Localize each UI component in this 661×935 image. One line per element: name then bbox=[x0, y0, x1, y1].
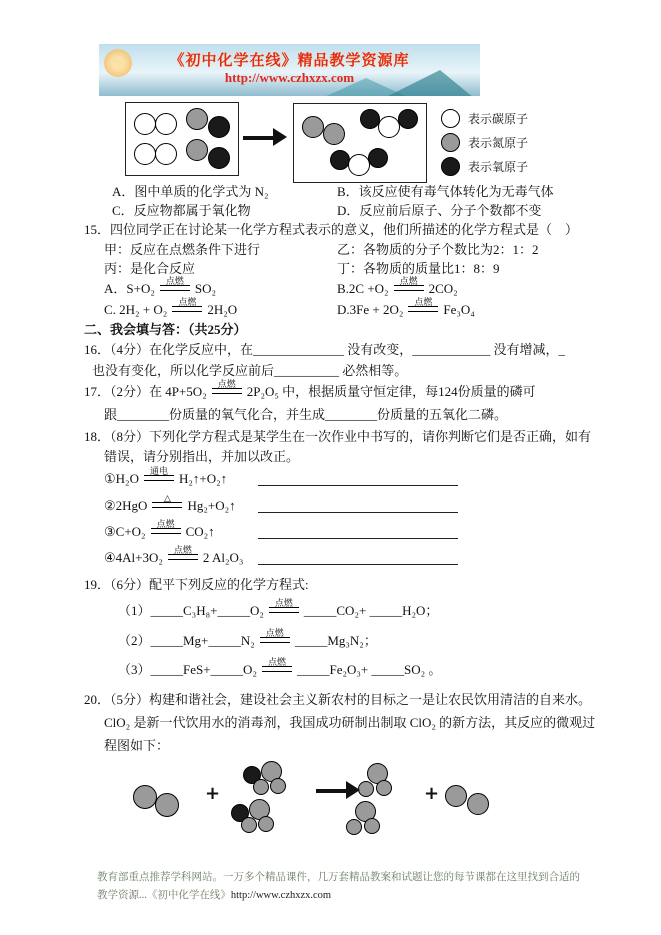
oxygen-atom bbox=[376, 780, 392, 796]
equation-reactants: ③C+O₂ bbox=[104, 524, 146, 539]
q14-option-d: D．反应前后原子、分子个数都不变 bbox=[337, 203, 542, 218]
arrow-shaft bbox=[243, 136, 275, 140]
nitrogen-atom bbox=[186, 108, 208, 130]
chlorine-atom bbox=[133, 785, 157, 809]
oxygen-atom bbox=[346, 819, 362, 835]
chlorine-atom bbox=[467, 793, 489, 815]
q20-line-3: 程图如下： bbox=[104, 738, 170, 753]
nitrogen-atom-icon bbox=[441, 133, 460, 152]
legend-label: 表示氧原子 bbox=[468, 159, 529, 174]
q18-equation-3 bbox=[104, 519, 584, 545]
q15-view-bing: 丙：是化合反应 bbox=[104, 261, 196, 276]
q18-equation-4 bbox=[104, 545, 584, 571]
correction-blank bbox=[258, 564, 458, 565]
oxygen-atom bbox=[208, 116, 230, 138]
arrow-head bbox=[346, 781, 360, 799]
reactant-molecules-box bbox=[125, 102, 239, 176]
ignite-condition bbox=[269, 598, 299, 613]
equation-products: _____Fe₂O₃+ _____SO₂ 。 bbox=[296, 662, 442, 677]
q15-option-a bbox=[104, 276, 217, 302]
section-2-title: 二、我会填与答：（共25分） bbox=[84, 322, 247, 337]
q20-line-1: 20．（5分）构建和谐社会，建设社会主义新农村的目标之一是让农民饮用清洁的自来水。 bbox=[84, 692, 592, 707]
condition-label: 点燃 bbox=[414, 297, 433, 307]
ignite-condition bbox=[151, 519, 181, 534]
condition-label: 点燃 bbox=[217, 379, 236, 389]
arrow-shaft bbox=[316, 789, 348, 793]
ignite-condition bbox=[168, 545, 198, 560]
q14-option-c: C．反应物都属于氧化物 bbox=[112, 203, 251, 218]
condition-label: 点燃 bbox=[274, 598, 293, 608]
carbon-atom bbox=[134, 113, 156, 135]
q15-option-b bbox=[337, 276, 458, 302]
q19-equation-3 bbox=[118, 657, 442, 683]
electrolysis-condition bbox=[144, 466, 174, 481]
q14-option-a: A．图中单质的化学式为 N₂ bbox=[112, 184, 269, 199]
nitrogen-atom bbox=[323, 123, 345, 145]
q17-text-post: 2P₂O₅ 中，根据质量守恒定律，每124份质量的磷可 bbox=[246, 384, 536, 399]
correction-blank bbox=[258, 485, 458, 486]
legend-item bbox=[441, 106, 528, 130]
q18-equation-1 bbox=[104, 466, 584, 492]
ignite-condition bbox=[260, 628, 290, 643]
legend-label: 表示碳原子 bbox=[468, 111, 529, 126]
ignite-condition bbox=[212, 379, 242, 394]
legend-item bbox=[441, 154, 528, 178]
legend-label: 表示氮原子 bbox=[468, 135, 529, 150]
condition-label: 点燃 bbox=[265, 628, 284, 638]
q15-view-jia: 甲：反应在点燃条件下进行 bbox=[104, 242, 261, 257]
carbon-atom bbox=[134, 143, 156, 165]
equation-reactants: A．S+O₂ bbox=[104, 281, 155, 296]
q18-stem-2: 错误，请分别指出，并加以改正。 bbox=[104, 449, 300, 464]
q18-equation-2 bbox=[104, 493, 584, 519]
chlorine-atom bbox=[445, 785, 467, 807]
equation-reactants: ④4Al+3O₂ bbox=[104, 550, 163, 565]
equation-products: Hg₂+O₂↑ bbox=[187, 498, 236, 513]
oxygen-atom bbox=[398, 109, 418, 129]
carbon-atom bbox=[348, 154, 370, 176]
oxygen-atom-icon bbox=[441, 157, 460, 176]
q19-equation-1 bbox=[118, 598, 439, 624]
oxygen-atom bbox=[330, 150, 350, 170]
ignite-condition bbox=[262, 657, 292, 672]
correction-blank bbox=[258, 538, 458, 539]
equation-products: 2H₂O bbox=[207, 302, 238, 317]
heat-condition bbox=[152, 493, 182, 508]
carbon-atom-icon bbox=[441, 109, 460, 128]
oxygen-atom bbox=[364, 818, 380, 834]
banner-title: 《初中化学在线》精品教学资源库 bbox=[169, 53, 410, 69]
q16-line-2: 也没有变化，所以化学反应前后__________ 必然相等。 bbox=[92, 363, 408, 378]
condition-label: 点燃 bbox=[399, 276, 418, 286]
q20-line-2: ClO₂ 是新一代饮用水的消毒剂，我国成功研制出制取 ClO₂ 的新方法，其反应的微观过 bbox=[104, 715, 596, 730]
equation-reactants: D.3Fe + 2O₂ bbox=[337, 302, 404, 317]
oxygen-atom bbox=[360, 109, 380, 129]
equation-products: SO₂ bbox=[194, 281, 217, 296]
condition-label: 点燃 bbox=[165, 276, 184, 286]
carbon-atom bbox=[155, 143, 177, 165]
arrow-head bbox=[273, 128, 287, 146]
oxygen-atom bbox=[270, 778, 286, 794]
footer-text: 教学资源...《初中化学在线》 bbox=[97, 890, 231, 901]
condition-label: 点燃 bbox=[267, 657, 286, 667]
equation-reactants: B.2C +O₂ bbox=[337, 281, 389, 296]
q15-view-yi: 乙：各物质的分子个数比为2：1：2 bbox=[337, 242, 539, 257]
ignite-condition bbox=[160, 276, 190, 291]
q14-option-b: B．该反应使有毒气体转化为无毒气体 bbox=[337, 184, 554, 199]
equation-products: Fe₃O₄ bbox=[443, 302, 475, 317]
q17-text-pre: 17．（2分）在 4P+5O₂ bbox=[84, 384, 207, 399]
ignite-condition bbox=[172, 297, 202, 312]
equation-reactants: ②2HgO bbox=[104, 498, 148, 513]
product-molecules-box bbox=[293, 103, 427, 183]
equation-reactants: （1）_____C₃H₈+_____O₂ bbox=[118, 603, 264, 618]
equation-products: 2 Al₂O₃ bbox=[202, 550, 244, 565]
q16-line-1: 16．（4分）在化学反应中，在______________ 没有改变，____________ 没有增减，_ bbox=[84, 342, 566, 357]
oxygen-atom bbox=[241, 817, 257, 833]
equation-reactants: ①H₂O bbox=[104, 471, 139, 486]
nitrogen-atom bbox=[302, 116, 324, 138]
atom-legend bbox=[441, 106, 528, 178]
site-banner bbox=[99, 44, 480, 96]
q15-option-c bbox=[104, 297, 238, 323]
condition-label: 点燃 bbox=[173, 545, 192, 555]
reaction-arrow bbox=[243, 128, 289, 148]
condition-label: 点燃 bbox=[178, 297, 197, 307]
equation-reactants: C. 2H₂ + O₂ bbox=[104, 302, 168, 317]
equation-products: 2CO₂ bbox=[428, 281, 458, 296]
correction-blank bbox=[258, 512, 458, 513]
ignite-condition bbox=[394, 276, 424, 291]
condition-label: △ bbox=[163, 493, 171, 503]
equation-reactants: （3）_____FeS+_____O₂ bbox=[118, 662, 257, 677]
plus-sign: + bbox=[205, 783, 221, 804]
q17-line-2: 跟________份质量的氧气化合，并生成________份质量的五氧化二磷。 bbox=[104, 407, 508, 422]
oxygen-atom bbox=[208, 147, 230, 169]
oxygen-atom bbox=[368, 148, 388, 168]
q15-option-d bbox=[337, 297, 475, 323]
equation-products: _____Mg₃N₂； bbox=[294, 633, 377, 648]
legend-item bbox=[441, 130, 528, 154]
footer-line-1: 教育部重点推荐学科网站。一万多个精品课件，几万套精品教案和试题让您的每节课都在这里找到合适的 bbox=[97, 872, 580, 883]
q15-stem: 15．四位同学正在讨论某一化学方程式表示的意义，他们所描述的化学方程式是（ ） bbox=[84, 222, 579, 237]
equation-reactants: （2）_____Mg+_____N₂ bbox=[118, 633, 255, 648]
q19-equation-2 bbox=[118, 628, 377, 654]
carbon-atom bbox=[155, 113, 177, 135]
q15-view-ding: 丁：各物质的质量比1：8：9 bbox=[337, 261, 500, 276]
q17-line-1 bbox=[84, 379, 536, 405]
carbon-atom bbox=[378, 116, 400, 138]
condition-label: 点燃 bbox=[156, 519, 175, 529]
reaction-arrow bbox=[316, 781, 362, 801]
chlorine-atom bbox=[155, 793, 179, 817]
footer-line-2 bbox=[97, 888, 331, 903]
q18-stem-1: 18．（8分）下列化学方程式是某学生在一次作业中书写的，请你判断它们是否正确，如有 bbox=[84, 429, 592, 444]
oxygen-atom bbox=[253, 779, 269, 795]
nitrogen-atom bbox=[186, 139, 208, 161]
equation-products: _____CO₂+ _____H₂O； bbox=[303, 603, 439, 618]
q19-stem: 19．（6分）配平下列反应的化学方程式: bbox=[84, 577, 309, 592]
plus-sign: + bbox=[424, 783, 440, 804]
footer-url-link[interactable]: http://www.czhxzx.com bbox=[230, 890, 332, 901]
ignite-condition bbox=[408, 297, 438, 312]
oxygen-atom bbox=[258, 816, 274, 832]
equation-products: H₂↑+O₂↑ bbox=[178, 471, 228, 486]
equation-products: CO₂↑ bbox=[185, 524, 215, 539]
condition-label: 通电 bbox=[149, 466, 168, 476]
banner-url-link[interactable]: http://www.czhxzx.com bbox=[224, 70, 355, 85]
